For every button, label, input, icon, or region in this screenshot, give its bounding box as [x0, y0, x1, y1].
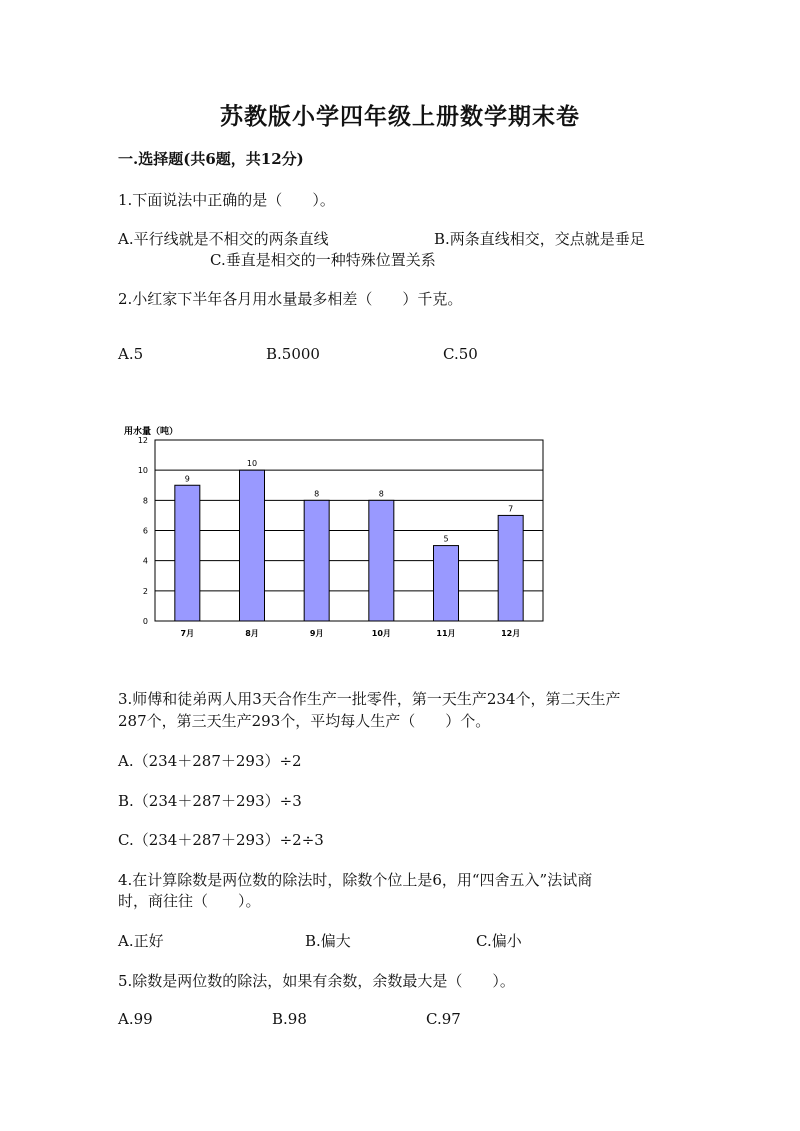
question-4-option-a: A.正好 — [118, 932, 164, 950]
x-tick-label: 7月 — [180, 629, 195, 638]
question-4-option-c: C.偏小 — [476, 932, 522, 950]
y-tick-label: 4 — [142, 556, 148, 566]
question-2-option-c: C.50 — [443, 345, 478, 363]
bar-value-label: 10 — [246, 459, 258, 469]
question-1-option-c: C.垂直是相交的一种特殊位置关系 — [210, 251, 436, 269]
question-3-option-a: A.（234＋287＋293）÷2 — [118, 752, 302, 770]
bar — [175, 485, 200, 621]
question-5-option-b: B.98 — [272, 1010, 307, 1028]
question-3-stem-line-1: 3.师傅和徒弟两人用3天合作生产一批零件，第一天生产234个，第二天生产 — [118, 690, 621, 708]
bar — [434, 546, 459, 621]
x-tick-label: 9月 — [309, 629, 324, 638]
bar — [369, 500, 394, 621]
question-4-option-b: B.偏大 — [305, 932, 351, 950]
x-tick-label: 10月 — [371, 629, 391, 638]
question-1-option-b: B.两条直线相交，交点就是垂足 — [434, 230, 645, 248]
y-tick-label: 10 — [137, 466, 148, 476]
question-1-stem: 1.下面说法中正确的是（ ）。 — [118, 191, 335, 209]
bar — [498, 515, 523, 621]
bar-value-label: 7 — [508, 504, 514, 514]
question-1-option-a: A.平行线就是不相交的两条直线 — [118, 230, 329, 248]
question-3-stem-line-2: 287个，第三天生产293个，平均每人生产（ ）个。 — [118, 712, 491, 730]
y-tick-label: 12 — [137, 436, 148, 445]
page-title: 苏教版小学四年级上册数学期末卷 — [220, 103, 580, 130]
bar-value-label: 9 — [184, 474, 190, 484]
question-3-option-c: C.（234＋287＋293）÷2÷3 — [118, 831, 324, 849]
bar-value-label: 5 — [443, 534, 449, 544]
question-2-stem: 2.小红家下半年各月用水量最多相差（ ）千克。 — [118, 290, 463, 308]
x-tick-label: 12月 — [501, 629, 521, 638]
x-tick-label: 11月 — [436, 629, 456, 638]
question-2-option-b: B.5000 — [266, 345, 320, 363]
bar — [240, 470, 265, 621]
chart-y-axis-label: 用水量（吨） — [124, 427, 179, 437]
y-tick-label: 0 — [142, 617, 148, 626]
y-tick-label: 8 — [142, 496, 148, 506]
water-usage-bar-chart — [110, 420, 560, 650]
bar — [304, 500, 329, 621]
question-5-stem: 5.除数是两位数的除法，如果有余数，余数最大是（ ）。 — [118, 972, 515, 990]
question-5-option-a: A.99 — [118, 1010, 153, 1028]
question-5-option-c: C.97 — [426, 1010, 461, 1028]
section-heading: 一.选择题(共6题，共12分) — [118, 150, 304, 168]
question-4-stem-line-2: 时，商往往（ ）。 — [118, 892, 261, 910]
question-3-option-b: B.（234＋287＋293）÷3 — [118, 792, 302, 810]
question-2-option-a: A.5 — [118, 345, 144, 363]
y-tick-label: 6 — [142, 526, 148, 536]
bar-value-label: 8 — [314, 489, 320, 499]
question-4-stem-line-1: 4.在计算除数是两位数的除法时，除数个位上是6，用“四舍五入”法试商 — [118, 871, 593, 889]
y-tick-label: 2 — [142, 586, 148, 596]
bar-value-label: 8 — [378, 489, 384, 499]
x-tick-label: 8月 — [245, 629, 259, 638]
